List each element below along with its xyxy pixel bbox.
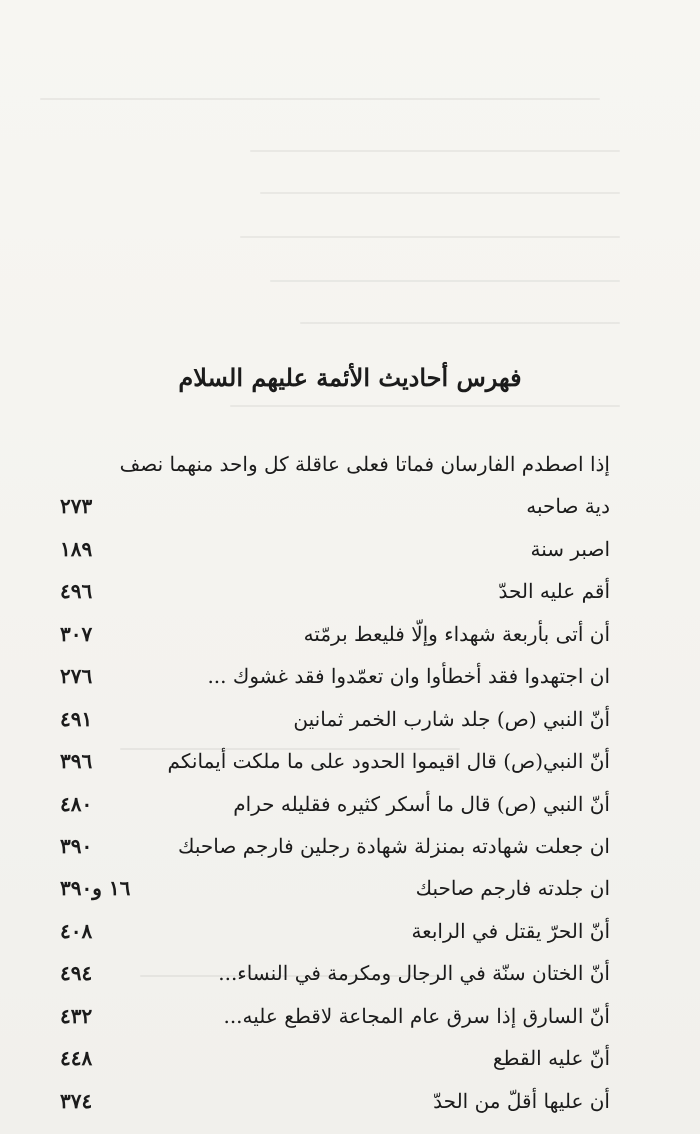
list-item — [60, 662, 610, 690]
list-item — [60, 450, 610, 478]
entry-page: ٣٩٠ — [60, 833, 93, 858]
list-item — [60, 1002, 610, 1030]
entry-page: ٤٩١ — [60, 706, 93, 731]
list-item — [60, 620, 610, 648]
list-item — [60, 747, 610, 775]
entry-page: ٣٠٧ — [60, 621, 93, 646]
list-item — [60, 1044, 610, 1072]
entry-page: ١٦ و٣٩٠ — [60, 876, 131, 901]
entry-text: ان جلدته فارجم صاحبك — [415, 876, 610, 901]
entry-text: أن عليها أقلّ من الحدّ — [433, 1088, 610, 1113]
entry-page: ٤٤٨ — [60, 1046, 93, 1071]
entry-page: ٤٨٠ — [60, 791, 93, 816]
entry-text: أنّ السارق إذا سرق عام المجاعة لاقطع عليه... — [223, 1003, 610, 1028]
entry-page: ٣٩٦ — [60, 749, 93, 774]
entry-text: أنّ الحرّ يقتل في الرابعة — [411, 918, 610, 943]
entry-page: ٢٧٦ — [60, 664, 93, 689]
list-item — [60, 917, 610, 945]
hadith-index-list — [60, 450, 610, 1129]
entry-text: أن أتى بأربعة شهداء وإلّا فليعط برمّته — [303, 621, 610, 646]
entry-page: ٤٠٨ — [60, 918, 93, 943]
entry-page: ٢٧٣ — [60, 494, 93, 519]
entry-text: أنّ عليه القطع — [492, 1046, 610, 1071]
list-item — [60, 790, 610, 818]
list-item — [60, 1087, 610, 1115]
list-item — [60, 577, 610, 605]
list-item — [60, 959, 610, 987]
entry-text: إذا اصطدم الفارسان فماتا فعلى عاقلة كل واحد منهما نصف — [119, 452, 610, 476]
list-item — [60, 874, 610, 902]
entry-text: ان جعلت شهادته بمنزلة شهادة رجلين فارجم صاحبك — [178, 833, 610, 858]
entry-text: أنّ النبي (ص) قال ما أسكر كثيره فقليله حرام — [233, 791, 610, 816]
entry-text: ان اجتهدوا فقد أخطأوا وان تعمّدوا فقد غشوك ... — [207, 664, 610, 689]
entry-text: أنّ النبي(ص) قال اقيموا الحدود على ما ملكت أيمانكم — [167, 749, 610, 774]
list-item — [60, 705, 610, 733]
entry-text: اصبر سنة — [530, 536, 610, 561]
entry-text: أقم عليه الحدّ — [498, 579, 610, 604]
entry-page: ٣٧٤ — [60, 1088, 93, 1113]
list-item — [60, 832, 610, 860]
entry-page: ٤٩٤ — [60, 961, 93, 986]
list-item — [60, 492, 610, 520]
entry-page: ٤٩٦ — [60, 579, 93, 604]
list-item — [60, 535, 610, 563]
entry-page: ١٨٩ — [60, 536, 93, 561]
entry-text: دية صاحبه — [526, 494, 610, 519]
index-title: فهرس أحاديث الأئمة عليهم السلام — [178, 363, 522, 392]
entry-text: أنّ الختان سنّة في الرجال ومكرمة في النساء... — [218, 961, 610, 986]
entry-text: أنّ النبي (ص) جلد شارب الخمر ثمانين — [293, 706, 610, 731]
entry-page: ٤٣٢ — [60, 1003, 93, 1028]
